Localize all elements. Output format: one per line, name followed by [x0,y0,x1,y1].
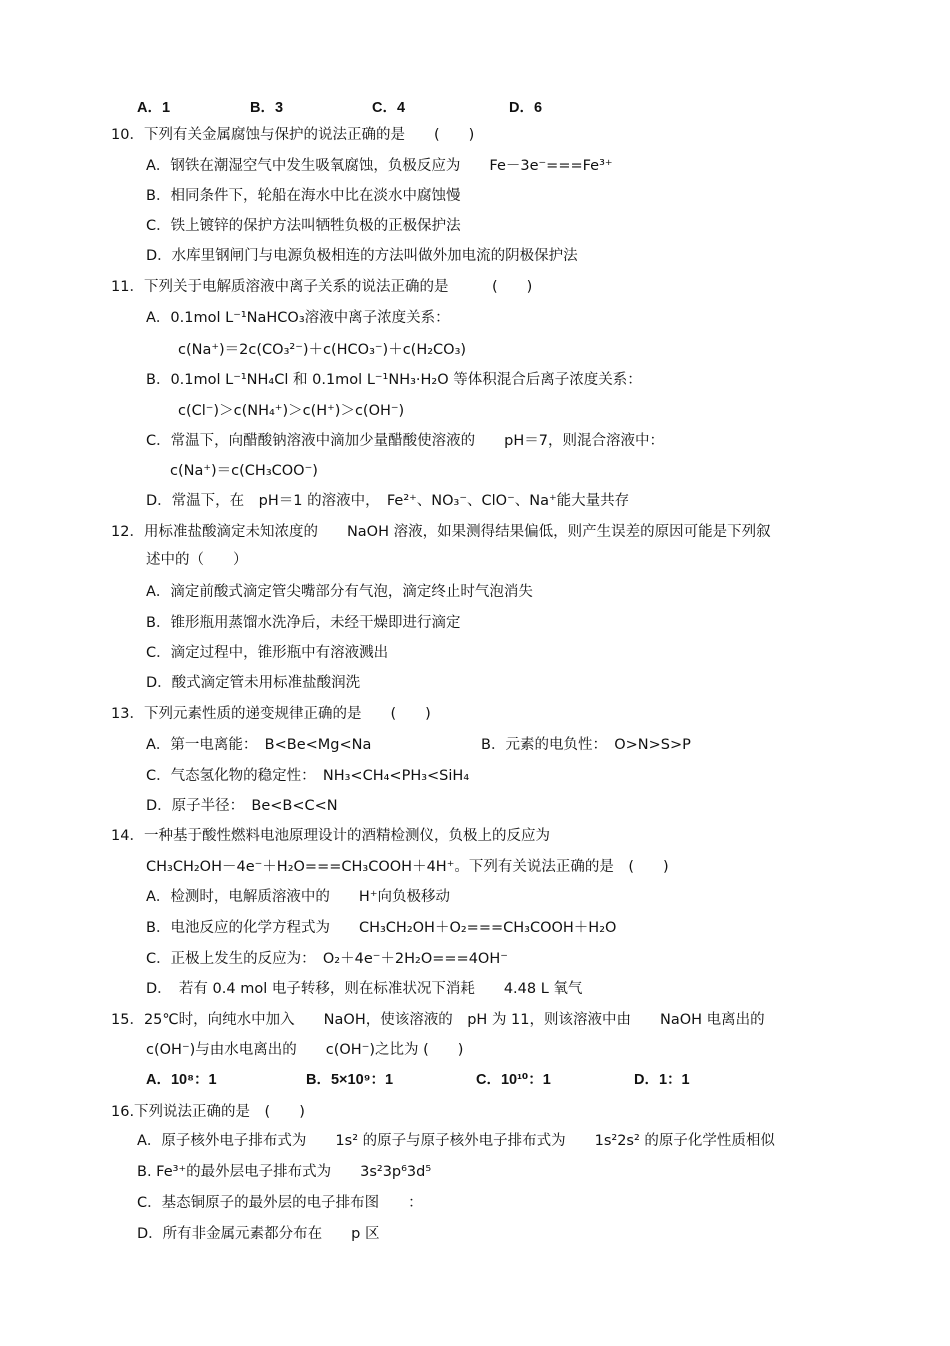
q15-option-c: C．10¹⁰：1 [476,1072,551,1088]
q15-stem: 15．25℃时，向纯水中加入 NaOH，使该溶液的 pH 为 11，则该溶液中由 NaOH 电离出的 [111,1012,765,1028]
q14-option-c: C．正极上发生的反应为： O₂＋4e⁻＋2H₂O===4OH⁻ [146,951,508,967]
q10-option-a: A．钢铁在潮湿空气中发生吸氧腐蚀，负极反应为 Fe－3e⁻===Fe³⁺ [146,158,613,174]
q9-option-b: B．3 [250,100,284,116]
q11-option-b-formula: c(Cl⁻)＞c(NH₄⁺)＞c(H⁺)＞c(OH⁻) [178,403,405,419]
q14-option-a: A．检测时，电解质溶液中的 H⁺向负极移动 [146,889,450,905]
q15-option-b: B．5×10⁹：1 [306,1072,394,1088]
q12-option-b: B．锥形瓶用蒸馏水洗净后，未经干燥即进行滴定 [146,615,461,631]
q10-option-d: D．水库里钢闸门与电源负极相连的方法叫做外加电流的阴极保护法 [146,248,578,264]
q13-option-c: C．气态氢化物的稳定性： NH₃<CH₄<PH₃<SiH₄ [146,768,470,784]
q12-option-c: C．滴定过程中，锥形瓶中有溶液溅出 [146,645,389,661]
q11-option-a: A．0.1mol L⁻¹NaHCO₃溶液中离子浓度关系： [146,310,450,326]
q16-option-c: C．基态铜原子的最外层的电子排布图 ： [137,1195,423,1211]
q13-option-d: D．原子半径： Be<B<C<N [146,798,338,814]
q11-option-d: D．常温下，在 pH＝1 的溶液中， Fe²⁺、NO₃⁻、ClO⁻、Na⁺能大量共存 [146,493,630,509]
q14-stem-cont: CH₃CH₂OH－4e⁻＋H₂O===CH₃COOH＋4H⁺。下列有关说法正确的是 ( ) [146,859,669,875]
q16-stem: 16.下列说法正确的是 ( ) [111,1104,305,1120]
q9-option-a: A．1 [137,100,171,116]
q11-option-a-formula: c(Na⁺)＝2c(CO₃²⁻)＋c(HCO₃⁻)＋c(H₂CO₃) [178,342,467,358]
q11-option-c-formula: c(Na⁺)＝c(CH₃COO⁻) [170,463,318,479]
q10-option-b: B．相同条件下，轮船在海水中比在淡水中腐蚀慢 [146,188,461,204]
q15-stem-cont: c(OH⁻)与由水电离出的 c(OH⁻)之比为 ( ) [146,1042,464,1058]
q10-stem: 10．下列有关金属腐蚀与保护的说法正确的是 ( ) [111,127,475,143]
q15-option-a: A．10⁸：1 [146,1072,217,1088]
q16-option-a: A．原子核外电子排布式为 1s² 的原子与原子核外电子排布式为 1s²2s² 的原子化学性质相似 [137,1133,775,1149]
q11-option-b: B．0.1mol L⁻¹NH₄Cl 和 0.1mol L⁻¹NH₃·H₂O 等体积混合后离子浓度关系： [146,372,642,388]
q11-stem: 11．下列关于电解质溶液中离子关系的说法正确的是 ( ) [111,279,533,295]
q14-option-d: D． 若有 0.4 mol 电子转移，则在标准状况下消耗 4.48 L 氧气 [146,981,583,997]
q13-option-b: B．元素的电负性： O>N>S>P [481,737,691,753]
q12-stem: 12．用标准盐酸滴定未知浓度的 NaOH 溶液，如果测得结果偏低，则产生误差的原因可能是下列叙 [111,524,771,540]
q9-option-d: D．6 [509,100,543,116]
q13-stem: 13．下列元素性质的递变规律正确的是 ( ) [111,706,431,722]
q12-option-d: D．酸式滴定管未用标准盐酸润洗 [146,675,361,691]
q11-option-c: C．常温下，向醋酸钠溶液中滴加少量醋酸使溶液的 pH＝7，则混合溶液中： [146,433,664,449]
q12-option-a: A．滴定前酸式滴定管尖嘴部分有气泡，滴定终止时气泡消失 [146,584,533,600]
q13-option-a: A．第一电离能： B<Be<Mg<Na [146,737,372,753]
q10-option-c: C．铁上镀锌的保护方法叫牺牲负极的正极保护法 [146,218,461,234]
q14-stem: 14．一种基于酸性燃料电池原理设计的酒精检测仪，负极上的反应为 [111,828,550,844]
q9-option-c: C．4 [372,100,406,116]
q15-option-d: D．1：1 [634,1072,690,1088]
q16-option-b: B. Fe³⁺的最外层电子排布式为 3s²3p⁶3d⁵ [137,1164,432,1180]
q16-option-d: D．所有非金属元素都分布在 p 区 [137,1226,380,1242]
q12-stem-cont: 述中的（ ） [146,552,248,568]
q14-option-b: B．电池反应的化学方程式为 CH₃CH₂OH＋O₂===CH₃COOH＋H₂O [146,920,617,936]
